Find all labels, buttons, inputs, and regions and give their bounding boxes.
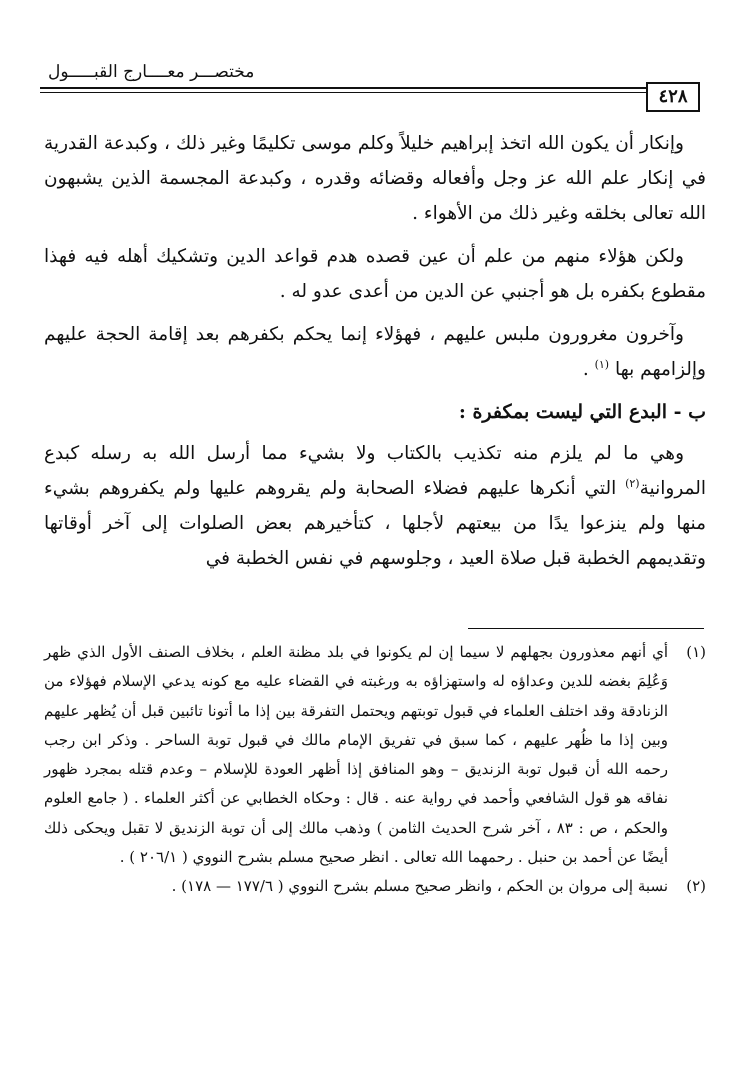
paragraph-4-start: وهي ما لم يلزم منه تكذيب بالكتاب ولا بشيء مما أرسل الله به رسله كبدع المروانية <box>44 443 706 499</box>
header-rule <box>40 87 646 89</box>
paragraph-1: وإنكار أن يكون الله اتخذ إبراهيم خليلاً وكلم موسى تكليمًا وغير ذلك ، وكبدعة القدرية في إنكار علم الله عز وجل وأفعاله وقضائه وقدره ، وكبدعة المجسمة الذين يشبهون الله تعالى بخلقه وغير ذلك من الأهواء . <box>44 133 706 224</box>
header-rule-thin <box>40 92 646 93</box>
footnote-2 <box>44 872 706 901</box>
paragraph-3-end: . <box>582 359 595 380</box>
footnote-ref-2: (٢) <box>625 476 640 490</box>
paragraph-3-text: وآخرون مغرورون ملبس عليهم ، فهؤلاء إنما يحكم بكفرهم بعد إقامة الحجة عليهم وإلزامهم بها <box>44 324 706 380</box>
book-title: مختصـــر معــــارج القبـــــول <box>48 62 255 82</box>
paragraph-4 <box>44 436 706 576</box>
footnote-number: (١) <box>686 643 706 661</box>
footnote-ref-1: (١) <box>594 357 610 371</box>
footnotes <box>44 638 706 902</box>
footnote-separator <box>468 628 704 629</box>
footnote-1 <box>44 638 706 872</box>
footnote-text: نسبة إلى مروان بن الحكم ، وانظر صحيح مسلم بشرح النووي ( ١٧٧/٦ — ١٧٨) . <box>171 877 668 896</box>
footnote-text: أي أنهم معذورون بجهلهم لا سيما إن لم يكونوا في بلد مظنة العلم ، بخلاف الصنف الأول الذي ظهر وَعُلِمَ بغضه للدين وعداؤه له واستهزاؤه به ورغبته في القضاء عليه مع كونه يدعي الإسلام فهؤلاء من الزنادقة وقد اختلف العلماء في قبول توبتهم ويحتمل التفرقة بين إذا ما أتونا تائبين قبل أن يُظهر عليهم وبين إذا ما ظُهر عليهم ، كما سبق في تفريق الإمام مالك في قبول توبة الساحر . وذكر ابن رجب رحمه الله أن قبول توبة الزنديق – وهو المنافق إذا أظهر العودة للإسلام – وعدم قتله بمجرد ظهور نفاقه هو قول الشافعي وأحمد في رواية عنه . قال : وحكاه الخطابي عن أكثر العلماء . ( جامع العلوم والحكم ، ص : ٨٣ ، آخر شرح الحديث الثامن ) وذهب مالك إلى أن توبة الزنديق لا تقبل ويحكى ذلك أيضًا عن أحمد بن حنبل . رحمهما الله تعالى . انظر صحيح مسلم بشرح النووي ( ٢٠٦/١ ) . <box>44 643 668 867</box>
running-header <box>40 60 700 107</box>
footnote-number: (٢) <box>686 877 706 896</box>
section-heading: ب - البدع التي ليست بمكفرة : <box>458 401 706 423</box>
main-text <box>44 126 706 584</box>
page-number: ٤٢٨ <box>646 82 700 112</box>
paragraph-2: ولكن هؤلاء منهم من علم أن عين قصده هدم قواعد الدين وتشكيك أهله فيه فهذا مقطوع بكفره بل هو أجنبي عن الدين من أعدى عدو له . <box>44 246 706 302</box>
paragraph-3 <box>44 317 706 387</box>
paragraph-4-end: التي أنكرها عليهم فضلاء الصحابة ولم يقروهم عليها ولم يكفروهم بشيء منها ولم ينزعوا يدًا من بيعتهم لأجلها ، كتأخيرهم بعض الصلوات إلى آخر أوقاتها وتقديمهم الخطبة قبل صلاة العيد ، وجلوسهم في نفس الخطبة في <box>44 478 706 569</box>
